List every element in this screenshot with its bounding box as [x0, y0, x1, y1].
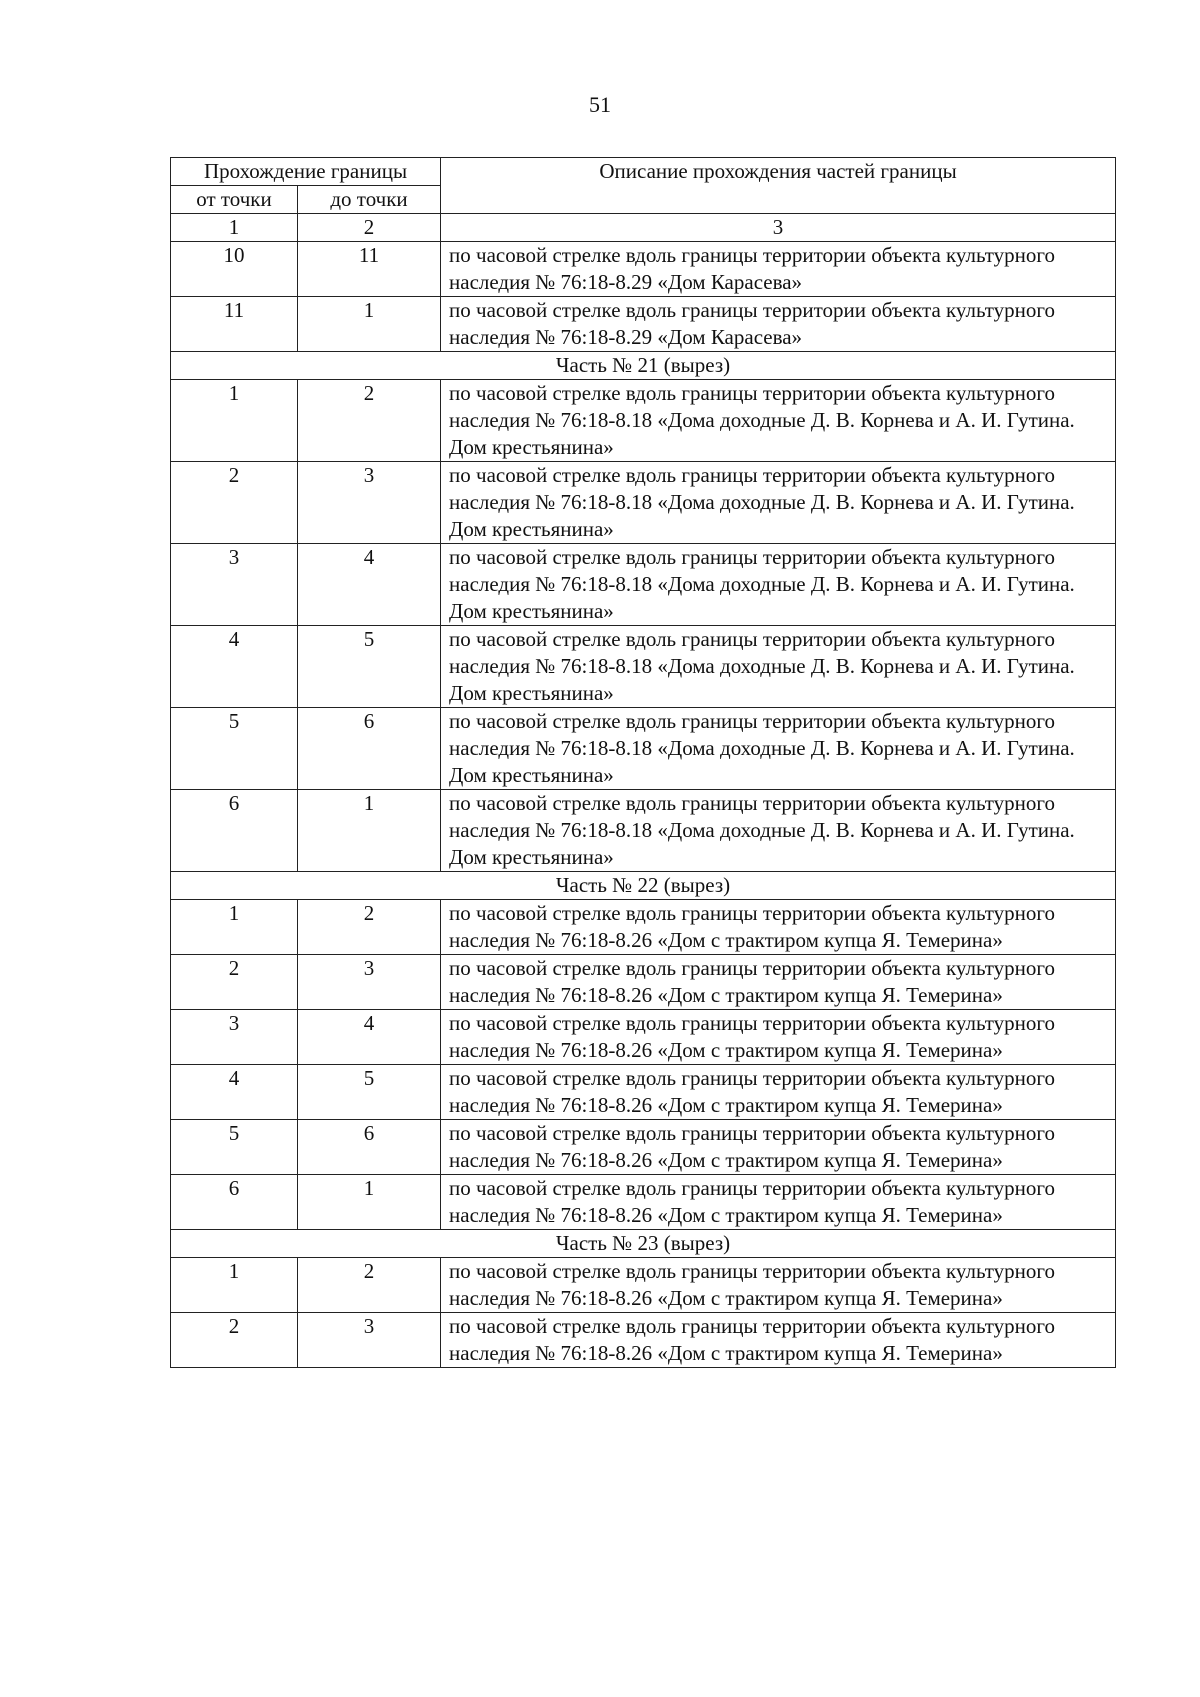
cell-to-point: 1 [298, 1175, 441, 1230]
header-from: от точки [171, 186, 298, 214]
table-row [171, 1065, 1116, 1120]
table-row [171, 1010, 1116, 1065]
section-title: Часть № 23 (вырез) [171, 1230, 1116, 1258]
table-row [171, 462, 1116, 544]
cell-to-point: 5 [298, 1065, 441, 1120]
cell-from-point: 4 [171, 626, 298, 708]
cell-to-point: 11 [298, 242, 441, 297]
cell-description: по часовой стрелке вдоль границы территории объекта культурного наследия № 76:18-8.26 «Дом с трактиром купца Я. Темерина» [441, 1010, 1116, 1065]
cell-from-point: 10 [171, 242, 298, 297]
cell-from-point: 5 [171, 1120, 298, 1175]
table-row [171, 1175, 1116, 1230]
table-row [171, 708, 1116, 790]
cell-description: по часовой стрелке вдоль границы территории объекта культурного наследия № 76:18-8.29 «Дом Карасева» [441, 242, 1116, 297]
cell-description: по часовой стрелке вдоль границы территории объекта культурного наследия № 76:18-8.26 «Дом с трактиром купца Я. Темерина» [441, 900, 1116, 955]
table-row [171, 297, 1116, 352]
boundary-table [170, 157, 1116, 1368]
cell-from-point: 3 [171, 1010, 298, 1065]
cell-description: по часовой стрелке вдоль границы территории объекта культурного наследия № 76:18-8.18 «Дома доходные Д. В. Корнева и А. И. Гутина. Дом крестьянина» [441, 462, 1116, 544]
cell-from-point: 2 [171, 462, 298, 544]
cell-description: по часовой стрелке вдоль границы территории объекта культурного наследия № 76:18-8.26 «Дом с трактиром купца Я. Темерина» [441, 1258, 1116, 1313]
section-title-row [171, 1230, 1116, 1258]
cell-description: по часовой стрелке вдоль границы территории объекта культурного наследия № 76:18-8.29 «Дом Карасева» [441, 297, 1116, 352]
cell-from-point: 5 [171, 708, 298, 790]
cell-description: по часовой стрелке вдоль границы территории объекта культурного наследия № 76:18-8.18 «Дома доходные Д. В. Корнева и А. И. Гутина. Дом крестьянина» [441, 626, 1116, 708]
cell-to-point: 2 [298, 900, 441, 955]
cell-to-point: 3 [298, 462, 441, 544]
cell-to-point: 1 [298, 297, 441, 352]
cell-from-point: 2 [171, 955, 298, 1010]
table-row [171, 790, 1116, 872]
table-row [171, 380, 1116, 462]
section-title: Часть № 21 (вырез) [171, 352, 1116, 380]
cell-from-point: 3 [171, 544, 298, 626]
cell-from-point: 11 [171, 297, 298, 352]
table-row [171, 1313, 1116, 1368]
cell-from-point: 6 [171, 790, 298, 872]
cell-description: по часовой стрелке вдоль границы территории объекта культурного наследия № 76:18-8.18 «Дома доходные Д. В. Корнева и А. И. Гутина. Дом крестьянина» [441, 380, 1116, 462]
header-row-numbers [171, 214, 1116, 242]
table-row [171, 1258, 1116, 1313]
section-title: Часть № 22 (вырез) [171, 872, 1116, 900]
cell-to-point: 3 [298, 1313, 441, 1368]
cell-description: по часовой стрелке вдоль границы территории объекта культурного наследия № 76:18-8.18 «Дома доходные Д. В. Корнева и А. И. Гутина. Дом крестьянина» [441, 544, 1116, 626]
cell-to-point: 5 [298, 626, 441, 708]
table-row [171, 626, 1116, 708]
cell-to-point: 6 [298, 708, 441, 790]
cell-to-point: 3 [298, 955, 441, 1010]
table-row [171, 1120, 1116, 1175]
cell-from-point: 2 [171, 1313, 298, 1368]
cell-description: по часовой стрелке вдоль границы территории объекта культурного наследия № 76:18-8.26 «Дом с трактиром купца Я. Темерина» [441, 1175, 1116, 1230]
section-title-row [171, 352, 1116, 380]
cell-from-point: 6 [171, 1175, 298, 1230]
cell-from-point: 1 [171, 1258, 298, 1313]
table-row [171, 955, 1116, 1010]
section-title-row [171, 872, 1116, 900]
cell-description: по часовой стрелке вдоль границы территории объекта культурного наследия № 76:18-8.18 «Дома доходные Д. В. Корнева и А. И. Гутина. Дом крестьянина» [441, 708, 1116, 790]
table-row [171, 544, 1116, 626]
table-body [171, 158, 1116, 1368]
cell-description: по часовой стрелке вдоль границы территории объекта культурного наследия № 76:18-8.26 «Дом с трактиром купца Я. Темерина» [441, 1120, 1116, 1175]
header-description: Описание прохождения частей границы [441, 158, 1116, 214]
cell-description: по часовой стрелке вдоль границы территории объекта культурного наследия № 76:18-8.26 «Дом с трактиром купца Я. Темерина» [441, 955, 1116, 1010]
page-number: 51 [589, 92, 611, 117]
header-col2-number: 2 [298, 214, 441, 242]
cell-description: по часовой стрелке вдоль границы территории объекта культурного наследия № 76:18-8.26 «Дом с трактиром купца Я. Темерина» [441, 1313, 1116, 1368]
cell-to-point: 2 [298, 380, 441, 462]
header-col3-number: 3 [441, 214, 1116, 242]
table-row [171, 242, 1116, 297]
cell-from-point: 1 [171, 900, 298, 955]
cell-to-point: 4 [298, 544, 441, 626]
cell-from-point: 1 [171, 380, 298, 462]
table-row [171, 900, 1116, 955]
header-row-1 [171, 158, 1116, 186]
cell-to-point: 1 [298, 790, 441, 872]
header-to: до точки [298, 186, 441, 214]
cell-description: по часовой стрелке вдоль границы территории объекта культурного наследия № 76:18-8.18 «Дома доходные Д. В. Корнева и А. И. Гутина. Дом крестьянина» [441, 790, 1116, 872]
header-col1-number: 1 [171, 214, 298, 242]
cell-description: по часовой стрелке вдоль границы территории объекта культурного наследия № 76:18-8.26 «Дом с трактиром купца Я. Темерина» [441, 1065, 1116, 1120]
header-passage: Прохождение границы [171, 158, 441, 186]
cell-to-point: 6 [298, 1120, 441, 1175]
cell-to-point: 4 [298, 1010, 441, 1065]
cell-from-point: 4 [171, 1065, 298, 1120]
cell-to-point: 2 [298, 1258, 441, 1313]
